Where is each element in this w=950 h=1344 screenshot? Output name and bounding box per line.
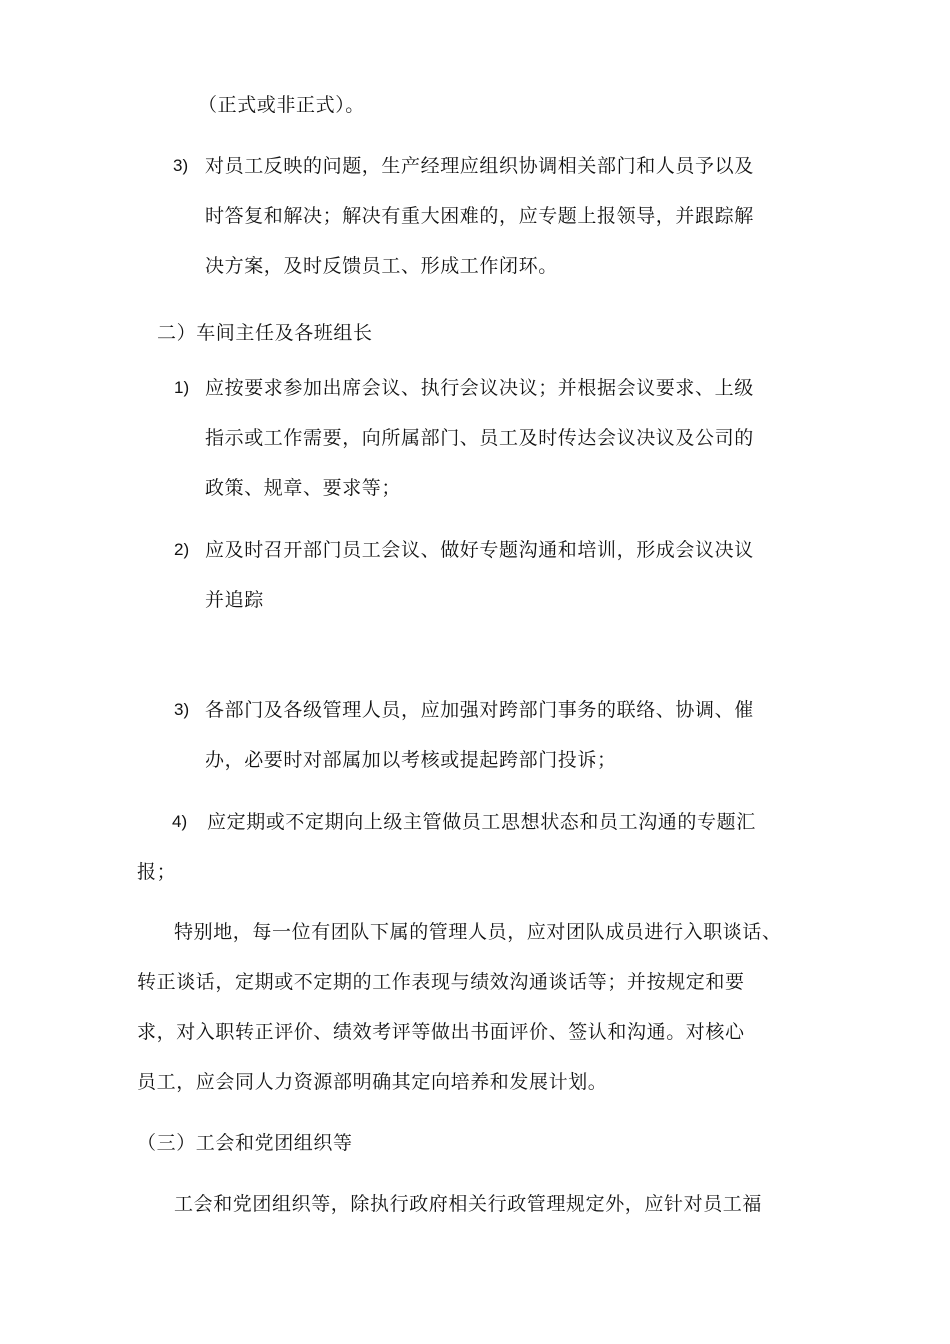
text-line: 时答复和解决；解决有重大困难的，应专题上报领导，并跟踪解	[205, 205, 754, 227]
section-heading: 二）车间主任及各班组长	[157, 322, 373, 344]
list-number: 3)	[173, 156, 189, 175]
text-line: 指示或工作需要，向所属部门、员工及时传达会议决议及公司的	[205, 427, 754, 449]
section-heading: （三）工会和党团组织等	[137, 1132, 353, 1154]
text-line: 应定期或不定期向上级主管做员工思想状态和员工沟通的专题汇	[207, 811, 756, 833]
text-line: 应及时召开部门员工会议、做好专题沟通和培训，形成会议决议	[205, 539, 754, 561]
text-line: 员工，应会同人力资源部明确其定向培养和发展计划。	[137, 1071, 608, 1093]
text-line: 应按要求参加出席会议、执行会议决议；并根据会议要求、上级	[205, 377, 754, 399]
text-line: 政策、规章、要求等；	[205, 477, 402, 499]
text-line: 并追踪	[205, 589, 264, 611]
text-line: 求，对入职转正评价、绩效考评等做出书面评价、签认和沟通。对核心	[137, 1021, 745, 1043]
text-line: 报；	[137, 861, 177, 883]
text-line: 对员工反映的问题，生产经理应组织协调相关部门和人员予以及	[205, 155, 754, 177]
text-line: 特别地，每一位有团队下属的管理人员，应对团队成员进行入职谈话、	[174, 921, 782, 943]
list-number: 3)	[174, 700, 190, 719]
text-line: 办，必要时对部属加以考核或提起跨部门投诉；	[205, 749, 617, 771]
text-line: （正式或非正式）。	[198, 94, 365, 116]
text-line: 决方案，及时反馈员工、形成工作闭环。	[205, 255, 558, 277]
text-line: 工会和党团组织等，除执行政府相关行政管理规定外，应针对员工福	[174, 1193, 763, 1215]
text-line: 转正谈话，定期或不定期的工作表现与绩效沟通谈话等；并按规定和要	[137, 971, 745, 993]
list-number: 1)	[174, 378, 190, 397]
list-number: 2)	[174, 540, 190, 559]
text-line: 各部门及各级管理人员，应加强对跨部门事务的联络、协调、催	[205, 699, 754, 721]
list-number: 4)	[172, 812, 188, 831]
